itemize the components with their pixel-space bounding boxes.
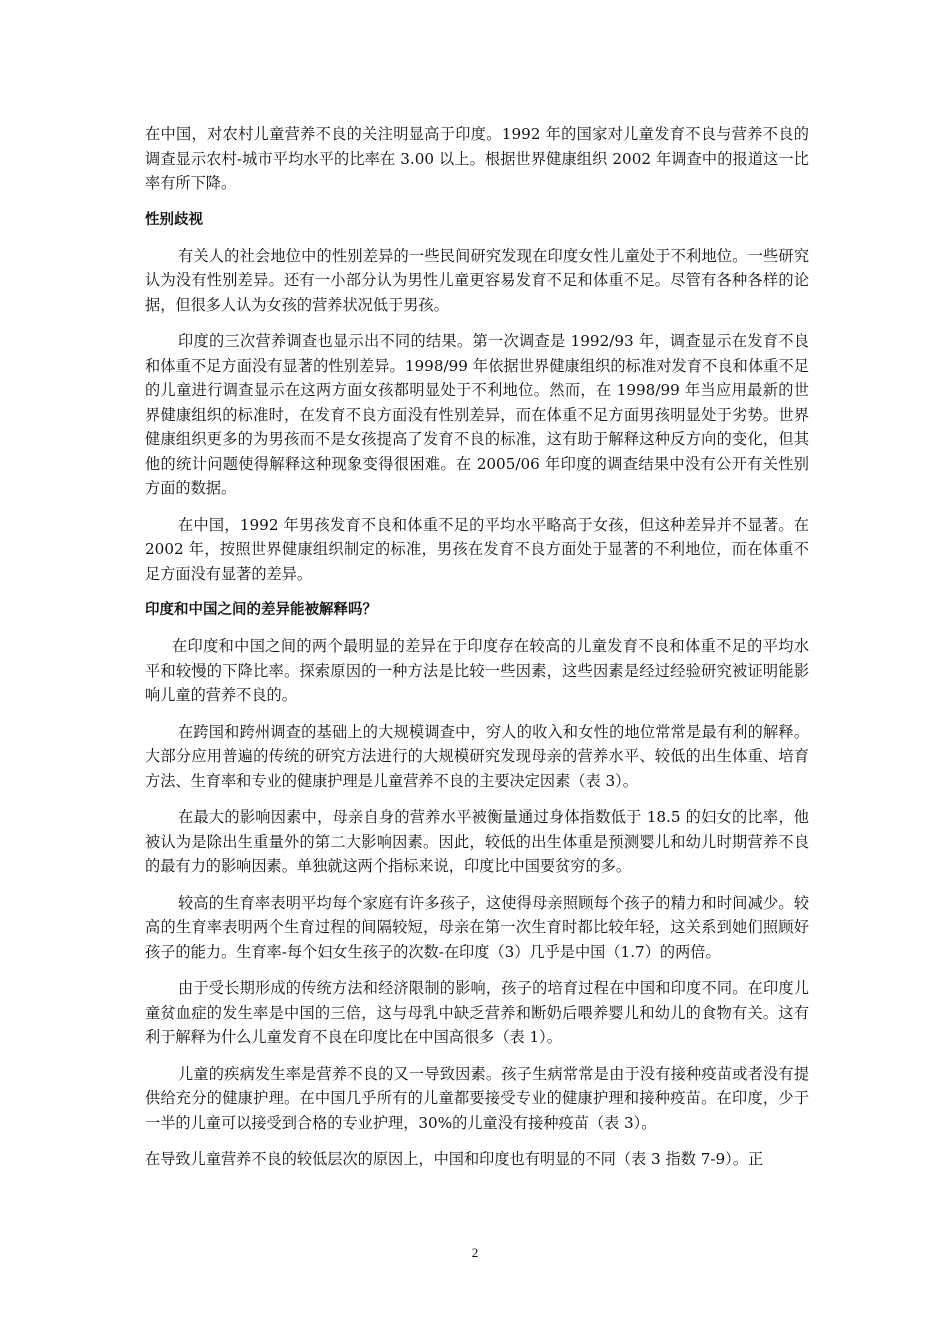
page-content (145, 122, 809, 1184)
paragraph-india-surveys: 印度的三次营养调查也显示出不同的结果。第一次调查是 1992/93 年，调查显示在发育不良和体重不足方面没有显著的性别差异。1998/99 年依据世界健康组织的标准对发育不良和体重不足的儿童进行调查显示在这两方面女孩都明显处于不利地位。然而，在 1998/99 年当应用最新的世界健康组织的标准时，在发育不良方面没有性别差异，而在体重不足方面男孩明显处于劣势。世界健康组织更多的为男孩而不是女孩提高了发育不良的标准，这有助于解释这种反方向的变化，但其他的统计问题使得解释这种现象变得很困难。在 2005/06 年印度的调查结果中没有公开有关性别方面的数据。 (145, 332, 809, 497)
paragraph-feeding-practices: 由于受长期形成的传统方法和经济限制的影响，孩子的培育过程在中国和印度不同。在印度儿童贫血症的发生率是中国的三倍，这与母乳中缺乏营养和断奶后喂养婴儿和幼儿的食物有关。这有利于解释为什么儿童发育不良在印度比在中国高很多（表 1）。 (145, 979, 809, 1046)
paragraph-lower-level-causes: 在导致儿童营养不良的较低层次的原因上，中国和印度也有明显的不同（表 3 指数 7-9）。正 (145, 1150, 764, 1168)
page-number: 2 (471, 1245, 479, 1260)
paragraph-maternal-nutrition: 在最大的影响因素中，母亲自身的营养水平被衡量通过身体指数低于 18.5 的妇女的比率，他被认为是除出生重量外的第二大影响因素。因此，较低的出生体重是预测婴儿和幼儿时期营养不良的最有力的影响因素。单独就这两个指标来说，印度比中国要贫穷的多。 (145, 808, 809, 875)
paragraph-china-gender: 在中国，1992 年男孩发育不良和体重不足的平均水平略高于女孩，但这种差异并不显著。在 2002 年，按照世界健康组织制定的标准，男孩在发育不良方面处于显著的不利地位，而在体重不足方面没有显著的差异。 (145, 515, 809, 583)
paragraph-differences: 在印度和中国之间的两个最明显的差异在于印度存在较高的儿童发育不良和体重不足的平均水平和较慢的下降比率。探索原因的一种方法是比较一些因素，这些因素是经过经验研究被证明能影响儿童的营养不良的。 (145, 637, 809, 704)
paragraph-fertility: 较高的生育率表明平均每个家庭有许多孩子，这使得母亲照顾每个孩子的精力和时间减少。较高的生育率表明两个生育过程的间隔较短，母亲在第一次生育时都比较年轻，这关系到她们照顾好孩子的能力。生育率-每个妇女生孩子的次数-在印度（3）几乎是中国（1.7）的两倍。 (145, 893, 809, 961)
paragraph-disease: 儿童的疾病发生率是营养不良的又一导致因素。孩子生病常常是由于没有接种疫苗或者没有提供给充分的健康护理。在中国几乎所有的儿童都要接受专业的健康护理和接种疫苗。在印度，少于一半的儿童可以接受到合格的专业护理，30%的儿童没有接种疫苗（表 3）。 (145, 1064, 809, 1132)
paragraph-rural-urban: 在中国，对农村儿童营养不良的关注明显高于印度。1992 年的国家对儿童发育不良与营养不良的调查显示农村-城市平均水平的比率在 3.00 以上。根据世界健康组织 2002 年调查中的报道这一比率有所下降。 (145, 125, 809, 192)
paragraph-large-scale-surveys: 在跨国和跨州调查的基础上的大规模调查中，穷人的收入和女性的地位常常是最有利的解释。大部分应用普遍的传统的研究方法进行的大规模研究发现母亲的营养水平、较低的出生体重、培育方法、生育率和专业的健康护理是儿童营养不良的主要决定因素（表 3）。 (145, 722, 809, 790)
paragraph-gender-studies: 有关人的社会地位中的性别差异的一些民间研究发现在印度女性儿童处于不利地位。一些研究认为没有性别差异。还有一小部分认为男性儿童更容易发育不足和体重不足。尽管有各种各样的论据，但很多人认为女孩的营养状况低于男孩。 (145, 246, 809, 314)
heading-differences-explained: 印度和中国之间的差异能被解释吗？ (145, 602, 377, 618)
heading-gender-discrimination: 性别歧视 (145, 211, 203, 228)
